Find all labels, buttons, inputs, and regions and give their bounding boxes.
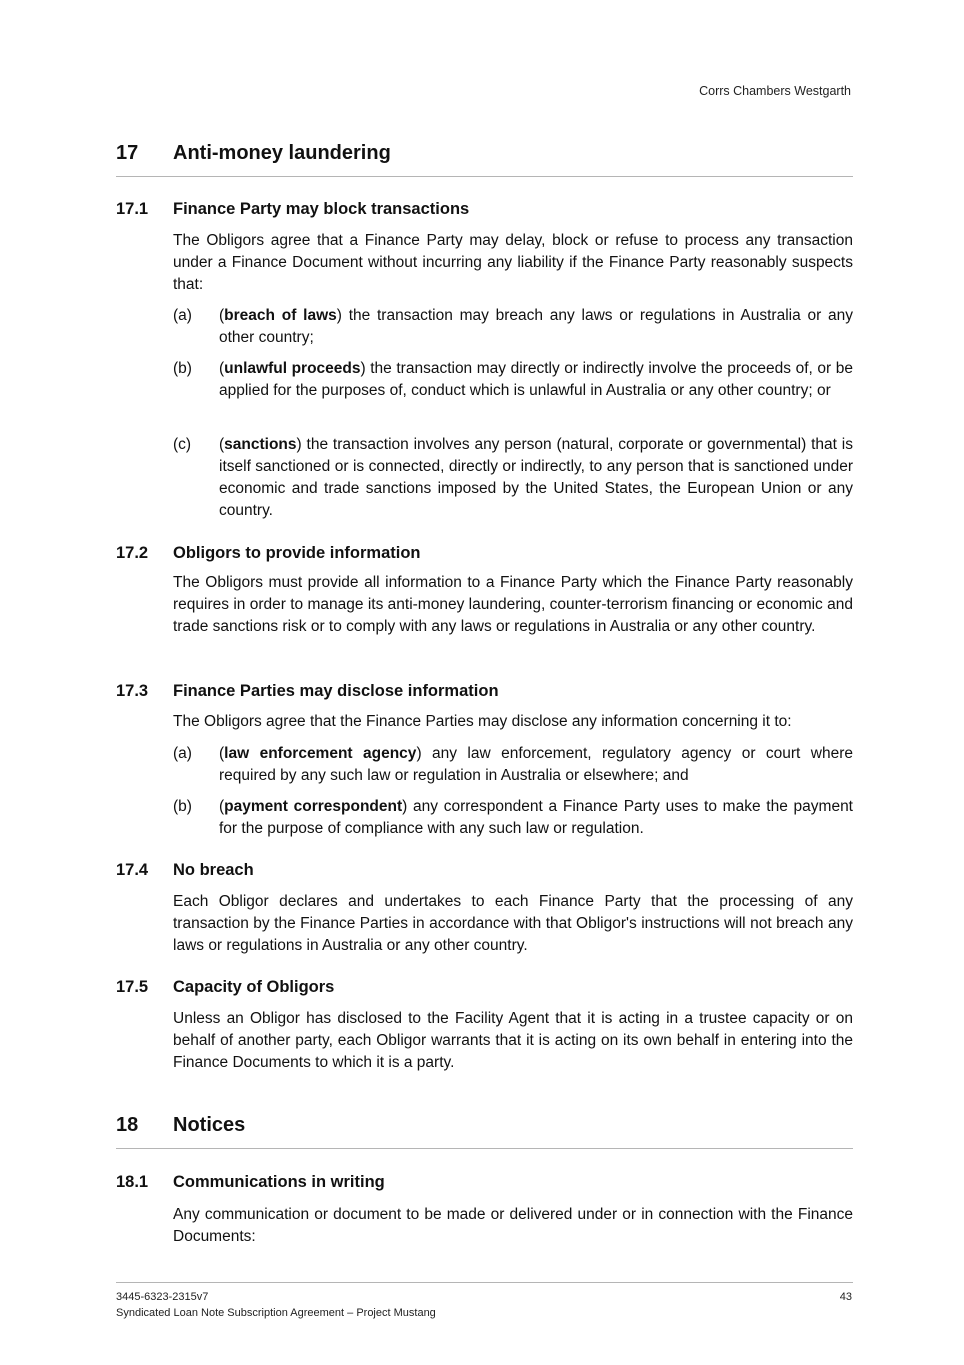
list-item-body: ) the transaction involves any person (natural, corporate or governmental) that is itself sanctioned or is connected, directly or indirectly, to any person that is sanctioned under economic and trade sanctions imposed by the United States, the European Union or any country.	[219, 436, 853, 519]
clause-number: 17.4	[116, 861, 149, 879]
list-item-body: ) the transaction may breach any laws or regulations in Australia or any other country;	[219, 307, 853, 346]
list-item-label: (c)	[173, 436, 192, 453]
defined-term: sanctions	[224, 436, 297, 453]
footer-divider	[116, 1282, 853, 1283]
clause-number: 17.2	[116, 544, 149, 562]
clause-title: No breach	[173, 861, 254, 879]
list-item-body: ) any correspondent a Finance Party uses to make the payment for the purpose of compliance with any such law or regulation.	[219, 798, 853, 837]
clause-number: 17.1	[116, 200, 149, 218]
list-item-body: ) the transaction may directly or indirectly involve the proceeds of, or be applied for the purposes of, conduct which is unlawful in Australia or any other country; or	[219, 360, 853, 399]
clause-17-3-intro: The Obligors agree that the Finance Parties may disclose any information concerning it to:	[173, 713, 792, 730]
clause-17-5-body: Unless an Obligor has disclosed to the Facility Agent that it is acting in a trustee capacity or on behalf of another party, each Obligor warrants that it is acting on its own behalf in entering into the Finance Documents to which it is a party.	[173, 1010, 853, 1071]
clause-17-4-body: Each Obligor declares and undertakes to each Finance Party that the processing of any transaction by the Finance Parties in accordance with that Obligor's instructions will not breach any laws or regulations in Australia or any other country.	[173, 893, 853, 954]
clause-17-2-body: The Obligors must provide all information to a Finance Party which the Finance Party reasonably requires in order to manage its anti-money laundering, counter-terrorism financing or economic and trade sanctions risk or to comply with any laws or regulations in Australia or any other country.	[173, 574, 853, 635]
clause-title: Obligors to provide information	[173, 544, 421, 562]
list-item-text: (sanctions) the transaction involves any person (natural, corporate or governmental) that is itself sanctioned or is connected, directly or indirectly, to any person that is sanctioned under economic and trade sanctions imposed by the United States, the European Union or any country.	[219, 436, 853, 519]
header-firm-name: Corrs Chambers Westgarth	[699, 84, 851, 98]
list-item-body: ) any law enforcement, regulatory agency or court where required by any such law or regulation in Australia or elsewhere; and	[219, 745, 853, 784]
clause-18-1-body: Any communication or document to be made or delivered under or in connection with the Finance Documents:	[173, 1206, 853, 1245]
footer-document-reference: 3445-6323-2315v7	[116, 1291, 209, 1303]
list-item-label: (a)	[173, 307, 192, 324]
section-number: 17	[116, 142, 139, 164]
footer-page-number: 43	[839, 1291, 852, 1303]
defined-term: breach of laws	[224, 307, 337, 324]
footer-document-title: Syndicated Loan Note Subscription Agreement – Project Mustang	[116, 1307, 436, 1319]
list-item-text: (breach of laws) the transaction may breach any laws or regulations in Australia or any other country;	[219, 307, 853, 346]
list-item-label: (b)	[173, 798, 192, 815]
section-heading-18	[116, 1112, 853, 1149]
list-item-text: (unlawful proceeds) the transaction may directly or indirectly involve the proceeds of, or be applied for the purposes of, conduct which is unlawful in Australia or any other country; or	[219, 360, 853, 399]
list-item-label: (b)	[173, 360, 192, 377]
clause-number: 17.3	[116, 682, 149, 700]
clause-title: Finance Party may block transactions	[173, 200, 470, 218]
section-number: 18	[116, 1114, 139, 1136]
clause-number: 17.5	[116, 978, 149, 996]
clause-17-1-intro: The Obligors agree that a Finance Party may delay, block or refuse to process any transaction under a Finance Document without incurring any liability if the Finance Party reasonably suspects that:	[173, 232, 853, 293]
section-title: Anti-money laundering	[173, 142, 391, 164]
list-item-text: (law enforcement agency) any law enforcement, regulatory agency or court where required by any such law or regulation in Australia or elsewhere; and	[219, 745, 853, 784]
list-item-text: (payment correspondent) any correspondent a Finance Party uses to make the payment for the purpose of compliance with any such law or regulation.	[219, 798, 853, 837]
clause-title: Finance Parties may disclose information	[173, 682, 499, 700]
defined-term: law enforcement agency	[224, 745, 417, 762]
section-title: Notices	[173, 1114, 246, 1136]
clause-title: Capacity of Obligors	[173, 978, 335, 996]
defined-term: unlawful proceeds	[224, 360, 361, 377]
section-heading-17	[116, 140, 853, 177]
clause-title: Communications in writing	[173, 1173, 385, 1191]
defined-term: payment correspondent	[224, 798, 403, 815]
list-item-label: (a)	[173, 745, 192, 762]
clause-number: 18.1	[116, 1173, 149, 1191]
